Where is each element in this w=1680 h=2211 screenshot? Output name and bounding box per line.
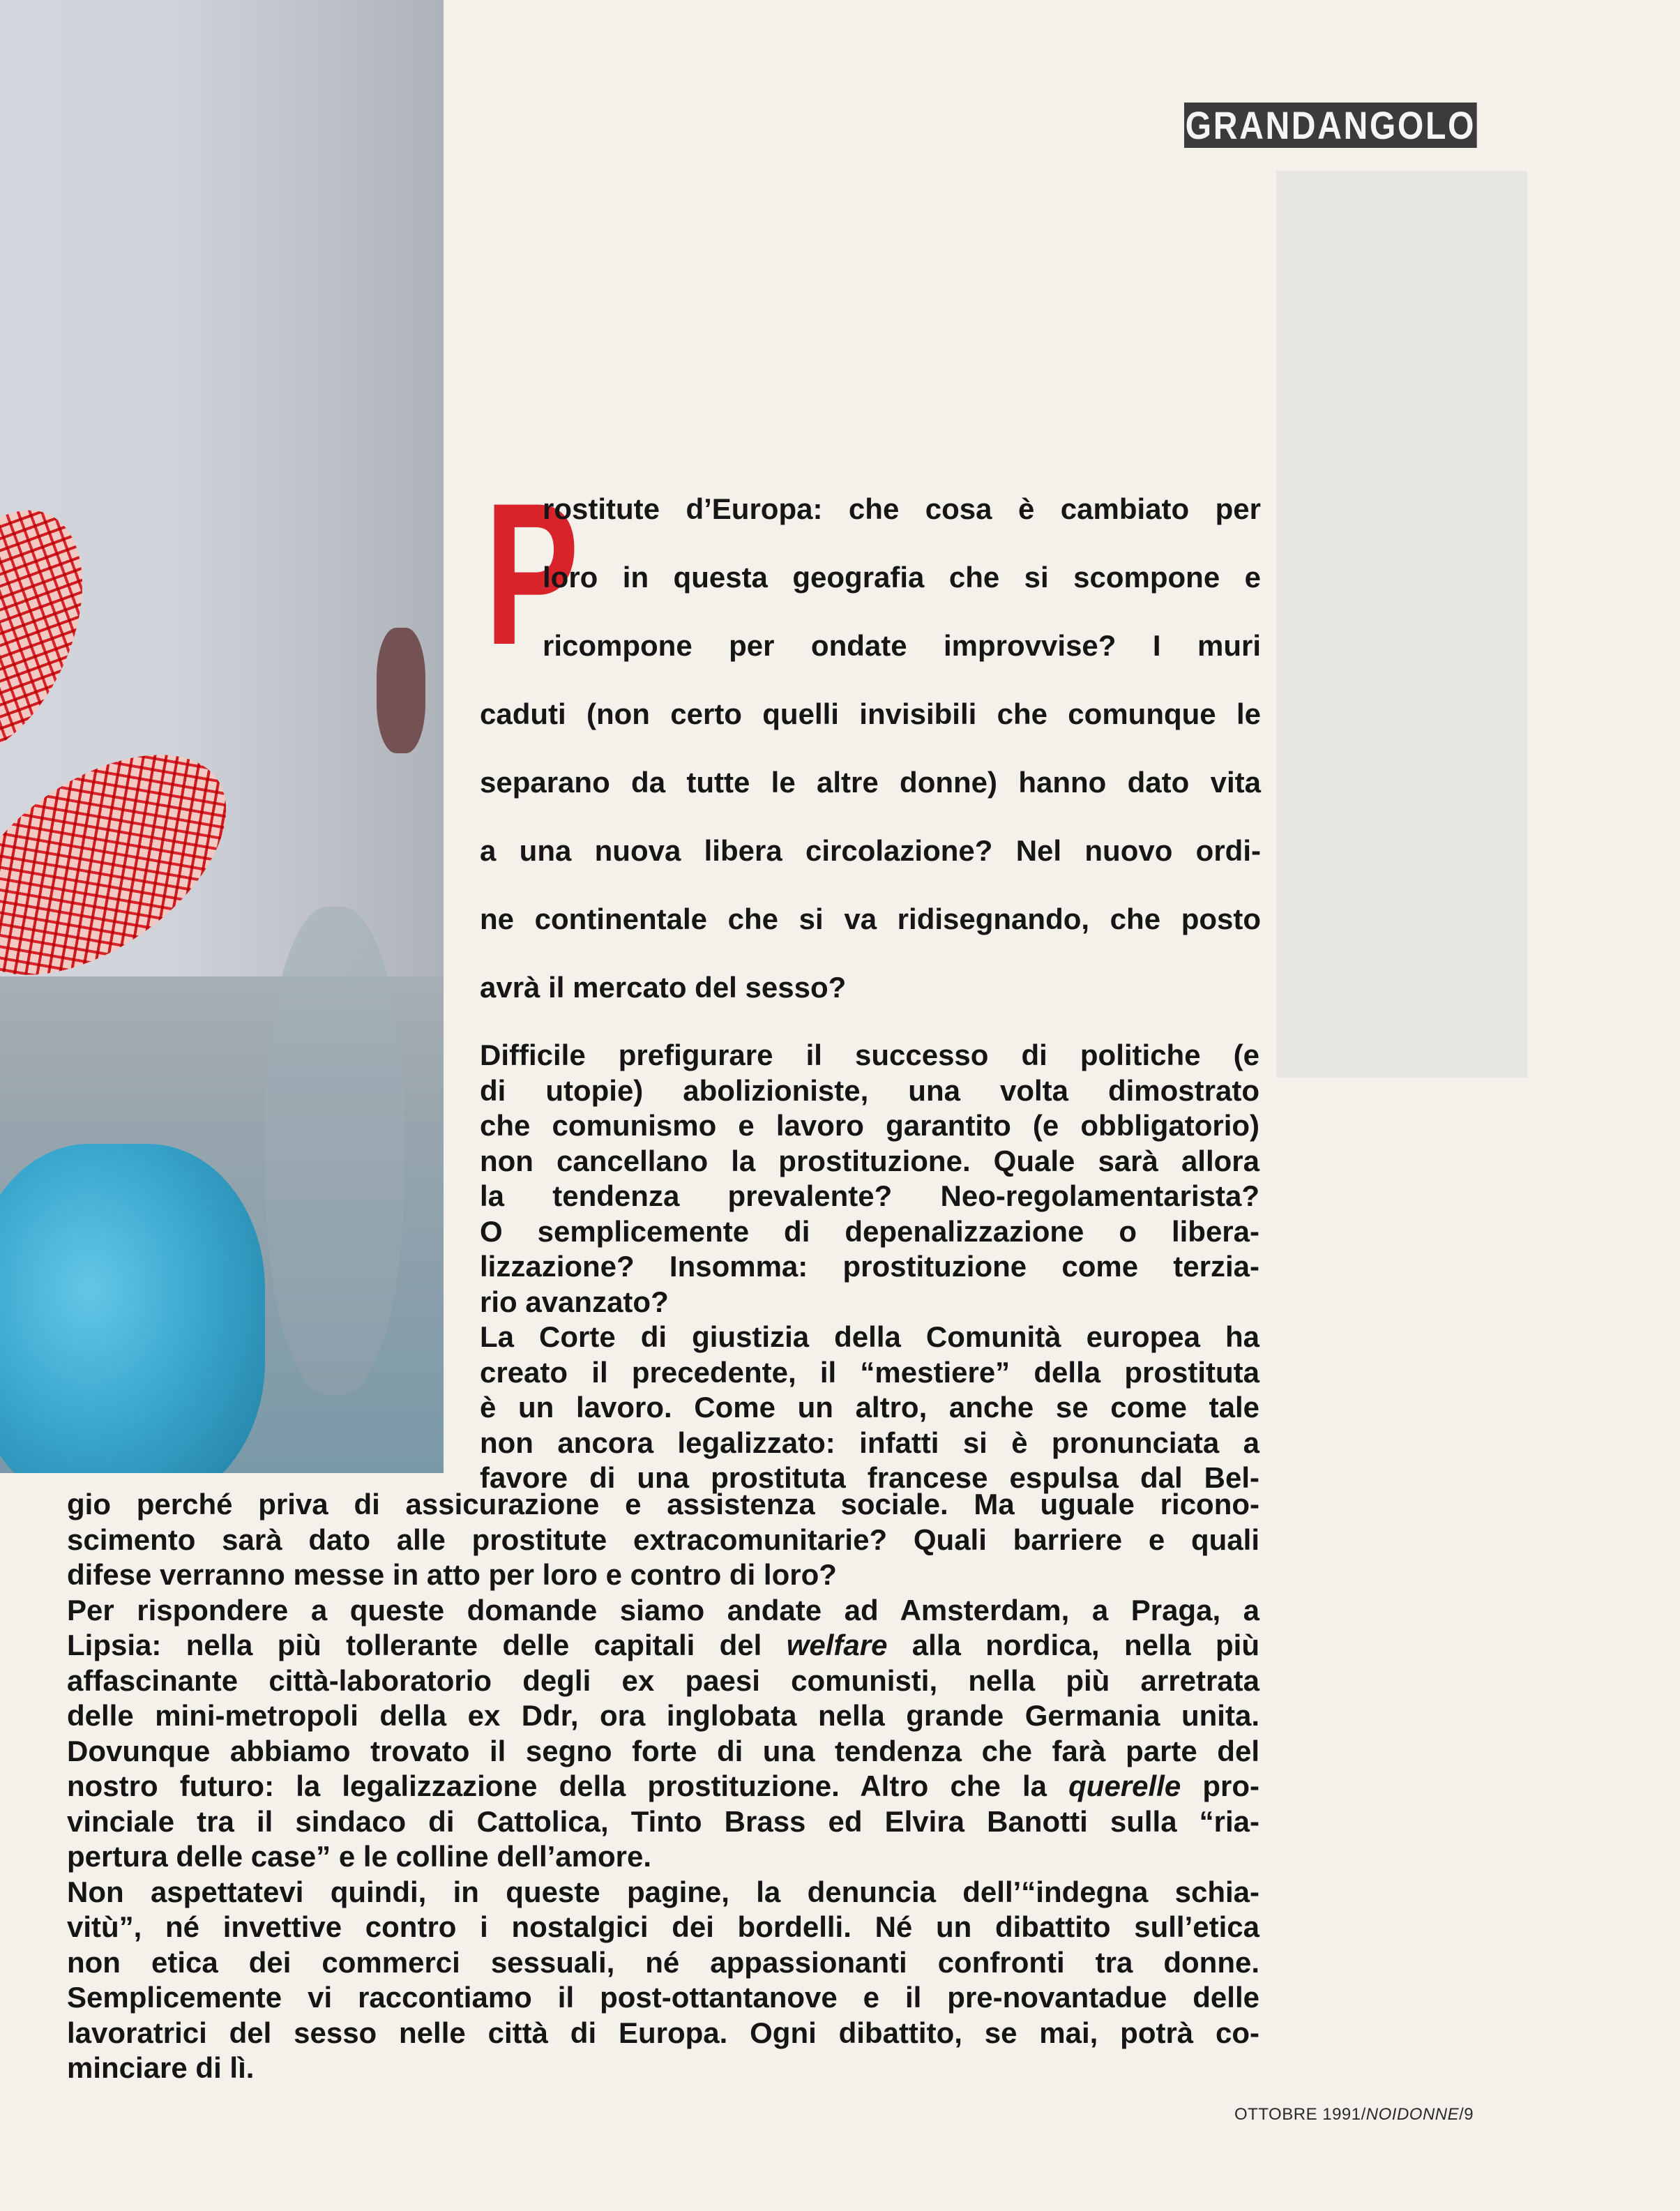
body-line: che comunismo e lavoro garantito (e obbligatorio)	[480, 1109, 1259, 1142]
intro-line: caduti (non certo quelli invisibili che comunque le	[480, 697, 1261, 730]
intro-line: avrà il mercato del sesso?	[480, 971, 847, 1004]
body-line: nostro futuro: la legalizzazione della prostituzione. Altro che la querelle pro-	[67, 1769, 1259, 1802]
body-line: Semplicemente vi raccontiamo il post-ottantanove e il pre-novantadue delle	[67, 1981, 1259, 2014]
intro-line: ricompone per ondate improvvise? I muri	[543, 629, 1261, 662]
body-line: minciare di lì.	[67, 2051, 255, 2084]
footer-magazine: NOIDONNE	[1365, 2105, 1460, 2124]
body-line: Lipsia: nella più tollerante delle capitali del welfare alla nordica, nella più	[67, 1629, 1259, 1661]
page-footer	[1234, 2105, 1474, 2125]
body-line: è un lavoro. Come un altro, anche se come tale	[480, 1391, 1259, 1424]
blue-garment	[0, 1144, 265, 1473]
body-line: favore di una prostituta francese espulsa dal Bel-	[480, 1461, 1259, 1494]
body-line: la tendenza prevalente? Neo-regolamentarista?	[480, 1179, 1259, 1212]
body-line: La Corte di giustizia della Comunità europea ha	[480, 1320, 1259, 1353]
intro-line: ne continentale che si va ridisegnando, che posto	[480, 903, 1261, 935]
section-tag: GRANDANGOLO	[1185, 103, 1476, 147]
intro-line: a una nuova libera circolazione? Nel nuovo ordi-	[480, 834, 1261, 867]
body-line: Per rispondere a queste domande siamo andate ad Amsterdam, a Praga, a	[67, 1593, 1259, 1627]
body-line: pertura delle case” e le colline dell’amore.	[67, 1840, 652, 1873]
article-body-narrow	[480, 1038, 1259, 1496]
body-line: vinciale tra il sindaco di Cattolica, Tinto Brass ed Elvira Banotti sulla “ria-	[67, 1804, 1259, 1838]
cover-photo	[0, 0, 444, 1473]
body-line: difese verranno messe in atto per loro e contro di loro?	[67, 1558, 837, 1591]
body-line: lavoratrici del sesso nelle città di Europa. Ogni dibattito, se mai, potrà co-	[67, 2016, 1259, 2049]
intro-line: loro in questa geografia che si scompone e	[543, 561, 1261, 594]
body-line: vitù”, né invettive contro i nostalgici dei bordelli. Né un dibattito sull’etica	[67, 1910, 1259, 1943]
body-line: Dovunque abbiamo trovato il segno forte di una tendenza che farà parte del	[67, 1734, 1259, 1767]
body-line: non ancora legalizzato: infatti si è pronunciata a	[480, 1426, 1259, 1459]
body-line: Non aspettatevi quindi, in queste pagine, la denuncia dell’“indegna schia-	[67, 1875, 1259, 1908]
footer-date: OTTOBRE 1991/	[1234, 2105, 1366, 2124]
body-line: gio perché priva di assicurazione e assistenza sociale. Ma uguale ricono-	[67, 1488, 1259, 1520]
body-line: O semplicemente di depenalizzazione o libera-	[480, 1214, 1259, 1248]
body-line: delle mini-metropoli della ex Ddr, ora inglobata nella grande Germania unita.	[67, 1699, 1259, 1732]
photo-background-figure	[265, 907, 404, 1395]
body-line: lizzazione? Insomma: prostituzione come terzia-	[480, 1250, 1259, 1283]
body-line: Difficile prefigurare il successo di politiche (e	[480, 1039, 1259, 1071]
body-line: creato il precedente, il “mestiere” della prostituta	[480, 1355, 1259, 1389]
body-line: scimento sarà dato alle prostitute extracomunitarie? Quali barriere e quali	[67, 1523, 1259, 1556]
footer-page-number: /9	[1459, 2105, 1474, 2124]
drop-cap: P	[485, 461, 580, 687]
bleed-through-area	[1276, 171, 1527, 1078]
body-line: non etica dei commerci sessuali, né appassionanti confronti tra donne.	[67, 1945, 1259, 1979]
body-line: di utopie) abolizioniste, una volta dimostrato	[480, 1073, 1259, 1107]
article-body-wide	[67, 1487, 1259, 2086]
body-line: rio avanzato?	[480, 1285, 669, 1318]
body-line: affascinante città-laboratorio degli ex paesi comunisti, nella più arretrata	[67, 1663, 1259, 1697]
intro-line: separano da tutte le altre donne) hanno dato vita	[480, 766, 1261, 799]
body-line: non cancellano la prostituzione. Quale sarà allora	[480, 1144, 1259, 1177]
photo-background-figure	[377, 628, 425, 753]
intro-line: rostitute d’Europa: che cosa è cambiato per	[543, 492, 1261, 525]
